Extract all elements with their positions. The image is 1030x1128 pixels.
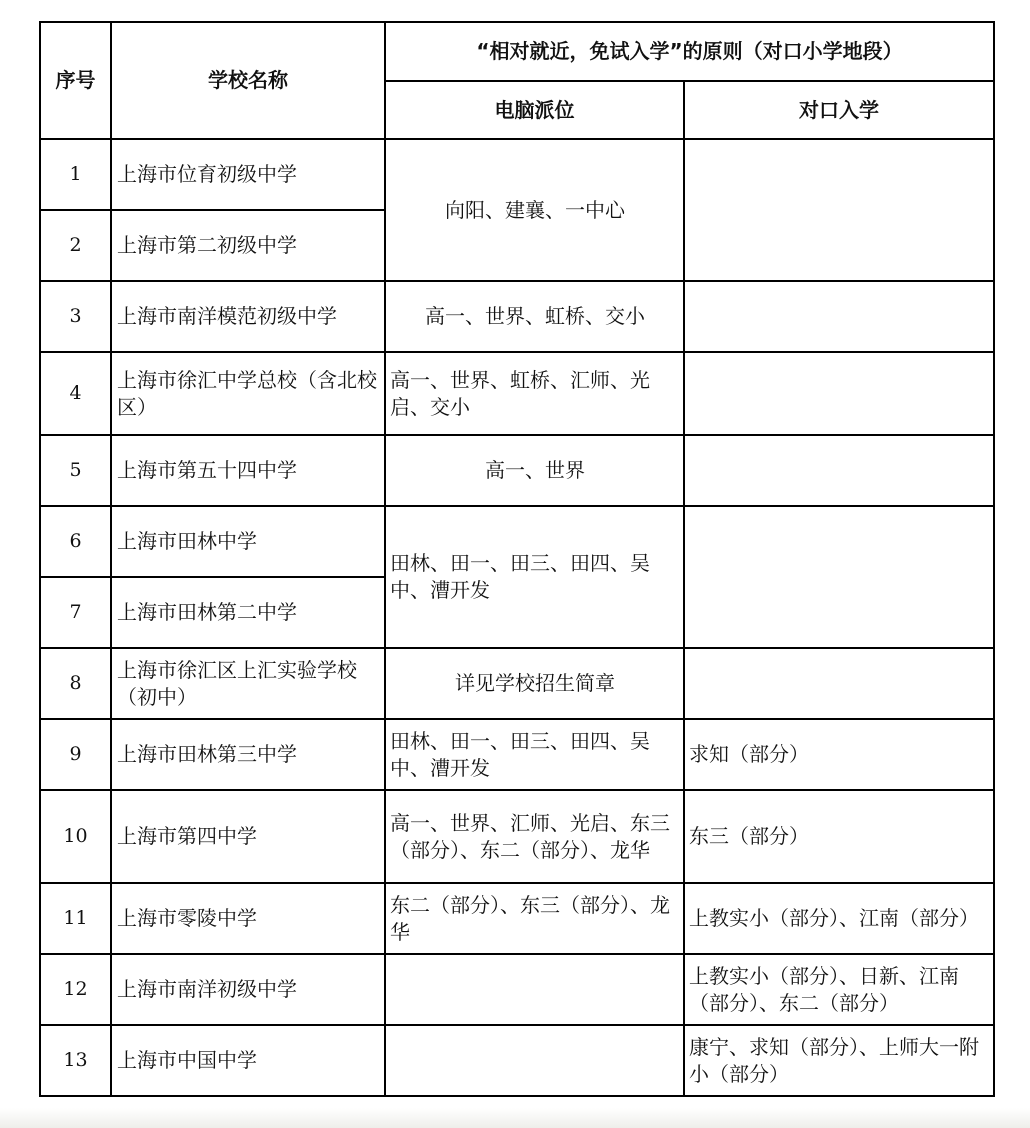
school-name: 上海市徐汇中学总校（含北校区） (111, 352, 385, 435)
row-number: 4 (40, 352, 111, 435)
direct-admission-cell (684, 648, 994, 719)
direct-admission-cell (684, 435, 994, 506)
direct-admission-cell (684, 352, 994, 435)
table-row (40, 139, 994, 210)
row-number: 13 (40, 1025, 111, 1096)
page-bottom-edge (0, 1108, 1030, 1128)
header-school-name: 学校名称 (111, 22, 385, 139)
row-number: 10 (40, 790, 111, 883)
computer-assignment-cell: 高一、世界、汇师、光启、东三（部分）、东二（部分）、龙华 (385, 790, 684, 883)
school-name: 上海市零陵中学 (111, 883, 385, 954)
direct-admission-cell: 东三（部分） (684, 790, 994, 883)
direct-admission-cell (684, 281, 994, 352)
school-name: 上海市位育初级中学 (111, 139, 385, 210)
direct-admission-cell: 上教实小（部分）、江南（部分） (684, 883, 994, 954)
row-number: 12 (40, 954, 111, 1025)
computer-assignment-cell (385, 1025, 684, 1096)
header-admission-principle: “相对就近，免试入学”的原则（对口小学地段） (385, 22, 994, 81)
school-name: 上海市中国中学 (111, 1025, 385, 1096)
direct-admission-cell: 康宁、求知（部分）、上师大一附小（部分） (684, 1025, 994, 1096)
header-computer-assignment: 电脑派位 (385, 81, 684, 139)
row-number: 1 (40, 139, 111, 210)
computer-assignment-cell: 高一、世界、虹桥、交小 (385, 281, 684, 352)
table-row (40, 719, 994, 790)
table-row (40, 648, 994, 719)
school-name: 上海市第二初级中学 (111, 210, 385, 281)
school-name: 上海市南洋模范初级中学 (111, 281, 385, 352)
table-row (40, 435, 994, 506)
computer-assignment-cell: 详见学校招生简章 (385, 648, 684, 719)
row-number: 5 (40, 435, 111, 506)
direct-admission-cell: 上教实小（部分）、日新、江南（部分）、东二（部分） (684, 954, 994, 1025)
direct-admission-cell: 求知（部分） (684, 719, 994, 790)
school-admission-table (39, 21, 995, 1097)
row-number: 2 (40, 210, 111, 281)
table-row (40, 506, 994, 577)
school-name: 上海市第五十四中学 (111, 435, 385, 506)
row-number: 7 (40, 577, 111, 648)
table-row (40, 1025, 994, 1096)
school-name: 上海市第四中学 (111, 790, 385, 883)
computer-assignment-cell: 田林、田一、田三、田四、吴中、漕开发 (385, 719, 684, 790)
row-number: 6 (40, 506, 111, 577)
computer-assignment-cell: 高一、世界、虹桥、汇师、光启、交小 (385, 352, 684, 435)
school-name: 上海市徐汇区上汇实验学校（初中） (111, 648, 385, 719)
table-row (40, 790, 994, 883)
school-name: 上海市田林第二中学 (111, 577, 385, 648)
table-row (40, 352, 994, 435)
direct-admission-cell (684, 139, 994, 281)
row-number: 11 (40, 883, 111, 954)
header-direct-admission: 对口入学 (684, 81, 994, 139)
header-index: 序号 (40, 22, 111, 139)
table-row (40, 954, 994, 1025)
computer-assignment-cell (385, 954, 684, 1025)
computer-assignment-cell: 田林、田一、田三、田四、吴中、漕开发 (385, 506, 684, 648)
school-name: 上海市田林第三中学 (111, 719, 385, 790)
row-number: 9 (40, 719, 111, 790)
school-name: 上海市田林中学 (111, 506, 385, 577)
school-name: 上海市南洋初级中学 (111, 954, 385, 1025)
table-row (40, 281, 994, 352)
direct-admission-cell (684, 506, 994, 648)
computer-assignment-cell: 向阳、建襄、一中心 (385, 139, 684, 281)
computer-assignment-cell: 东二（部分）、东三（部分）、龙华 (385, 883, 684, 954)
computer-assignment-cell: 高一、世界 (385, 435, 684, 506)
row-number: 3 (40, 281, 111, 352)
row-number: 8 (40, 648, 111, 719)
table-row (40, 883, 994, 954)
